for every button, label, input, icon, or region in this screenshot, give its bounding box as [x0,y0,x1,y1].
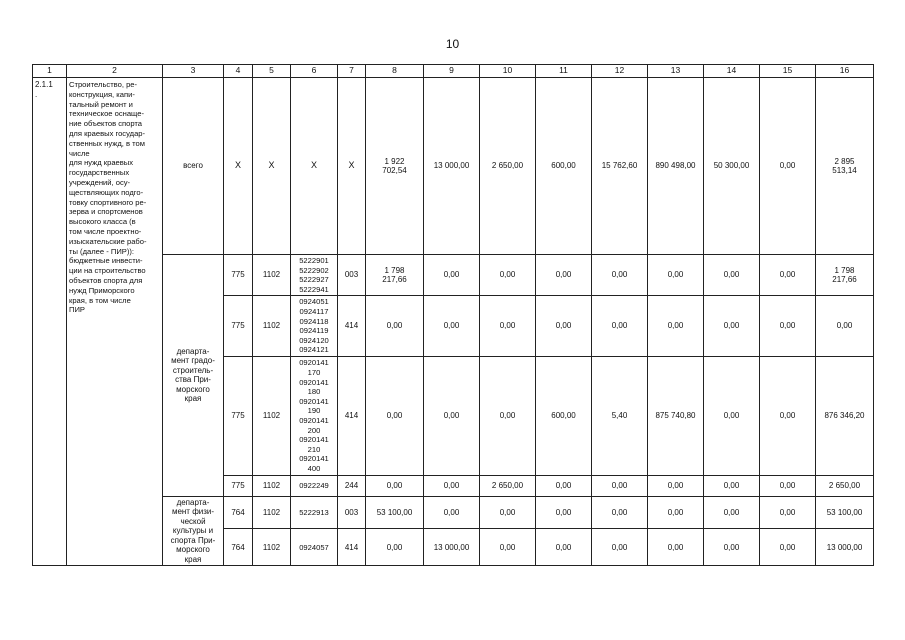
table-cell: 600,00 [536,78,592,255]
table-cell: 414 [338,356,366,475]
table-cell: 0,00 [592,296,648,357]
table-cell: X [224,78,253,255]
table-cell: 244 [338,475,366,496]
department-construction: департа- мент градо- строитель- ства При- морского края [163,255,224,497]
table-cell: 0,00 [424,356,480,475]
table-cell: 13 000,00 [424,529,480,566]
table-cell: 0,00 [760,255,816,296]
table-cell: 53 100,00 [816,496,874,528]
table-cell: 0,00 [760,496,816,528]
column-header: 7 [338,65,366,78]
table-cell: 53 100,00 [366,496,424,528]
table-cell: 0,00 [704,296,760,357]
column-number-row [33,65,874,78]
table-cell: 0,00 [592,496,648,528]
table-cell: 5222913 [291,496,338,528]
column-header: 3 [163,65,224,78]
table-cell: 1 798 217,66 [366,255,424,296]
table-cell: 1102 [253,255,291,296]
table-cell: 0,00 [704,529,760,566]
table-cell: 50 300,00 [704,78,760,255]
table-cell: 0,00 [760,475,816,496]
table-cell: 0,00 [760,296,816,357]
table-cell: 2 650,00 [816,475,874,496]
table-cell: 2 895 513,14 [816,78,874,255]
table-cell: X [338,78,366,255]
table-cell: 0,00 [424,296,480,357]
table-cell: 0922249 [291,475,338,496]
table-cell: 0,00 [760,356,816,475]
table-cell: 1102 [253,529,291,566]
table-cell: 0,00 [536,296,592,357]
column-header: 13 [648,65,704,78]
column-header: 2 [67,65,163,78]
table-cell: 764 [224,496,253,528]
column-header: 5 [253,65,291,78]
table-cell: 0,00 [366,475,424,496]
table-cell: 0,00 [648,296,704,357]
table-cell: 0,00 [480,356,536,475]
table-cell: 0,00 [648,529,704,566]
table-cell: 1102 [253,475,291,496]
table-cell: 003 [338,255,366,296]
table-cell: 1102 [253,296,291,357]
table-cell: 1102 [253,356,291,475]
table-cell: 0,00 [760,529,816,566]
table-cell: 0920141 170 0920141 180 0920141 190 0920141 200 0920141 210 0920141 400 [291,356,338,475]
column-header: 16 [816,65,874,78]
table-cell: 0,00 [480,255,536,296]
table-cell: 876 346,20 [816,356,874,475]
column-header: 10 [480,65,536,78]
table-cell: 0,00 [704,496,760,528]
column-header: 12 [592,65,648,78]
table-cell: 0,00 [648,496,704,528]
total-label: всего [163,78,224,255]
table-cell: 13 000,00 [424,78,480,255]
table-cell: 0,00 [760,78,816,255]
table-row-total [33,78,874,255]
table-cell: 0,00 [816,296,874,357]
table-cell: 414 [338,296,366,357]
table-cell: 0,00 [536,529,592,566]
table-cell: X [291,78,338,255]
table-cell: 1 922 702,54 [366,78,424,255]
table-cell: 0,00 [366,529,424,566]
department-sport: департа- мент физи- ческой культуры и спорта При- морского края [163,496,224,566]
table-cell: 0,00 [424,475,480,496]
table-cell: 1102 [253,496,291,528]
table-cell: 764 [224,529,253,566]
table-cell: 1 798 217,66 [816,255,874,296]
column-header: 15 [760,65,816,78]
table-cell: 0,00 [366,296,424,357]
table-cell: 0,00 [536,475,592,496]
column-header: 1 [33,65,67,78]
table-cell: 5222901 5222902 5222927 5222941 [291,255,338,296]
table-cell: 13 000,00 [816,529,874,566]
table-cell: 15 762,60 [592,78,648,255]
item-name: Строительство, ре- конструкция, капи- тальный ремонт и техническое оснаще- ние объектов спорта для краевых государ- ственных нужд, в том числе для нужд краевых государственных учреждений, осу- ществляющих подго- товку спортивного ре- зерва и спортсменов высокого класса (в том числе проектно- изыскательские рабо- ты (далее - ПИР)): бюджетные инвести- ции на строительство объектов спорта для нужд Приморского края, в том числе ПИР [67,78,163,566]
budget-table [32,64,874,566]
table-cell: 775 [224,296,253,357]
column-header: 4 [224,65,253,78]
row-number: 2.1.1 . [33,78,67,566]
column-header: 6 [291,65,338,78]
table-cell: 0924051 0924117 0924118 0924119 0924120 0924121 [291,296,338,357]
table-cell: 0,00 [424,496,480,528]
table-cell: 0,00 [592,255,648,296]
table-cell: 0,00 [536,255,592,296]
table-cell: 0,00 [704,356,760,475]
table-cell: 003 [338,496,366,528]
table-cell: 0,00 [366,356,424,475]
table-cell: 0,00 [480,296,536,357]
table-cell: 0,00 [480,529,536,566]
table-cell: 775 [224,475,253,496]
table-cell: 0924057 [291,529,338,566]
table-cell: 0,00 [592,529,648,566]
table-cell: 600,00 [536,356,592,475]
table-cell: 0,00 [648,475,704,496]
table-cell: 414 [338,529,366,566]
table-cell: 0,00 [424,255,480,296]
column-header: 8 [366,65,424,78]
table-cell: 2 650,00 [480,475,536,496]
table-cell: X [253,78,291,255]
table-cell: 0,00 [480,496,536,528]
page-number: 10 [445,37,460,51]
table-cell: 0,00 [536,496,592,528]
table-cell: 0,00 [704,255,760,296]
table-cell: 0,00 [704,475,760,496]
table-cell: 0,00 [592,475,648,496]
table-cell: 2 650,00 [480,78,536,255]
table-cell: 890 498,00 [648,78,704,255]
table-cell: 775 [224,255,253,296]
table-cell: 0,00 [648,255,704,296]
column-header: 11 [536,65,592,78]
column-header: 9 [424,65,480,78]
column-header: 14 [704,65,760,78]
table-cell: 775 [224,356,253,475]
table-cell: 875 740,80 [648,356,704,475]
table-cell: 5,40 [592,356,648,475]
